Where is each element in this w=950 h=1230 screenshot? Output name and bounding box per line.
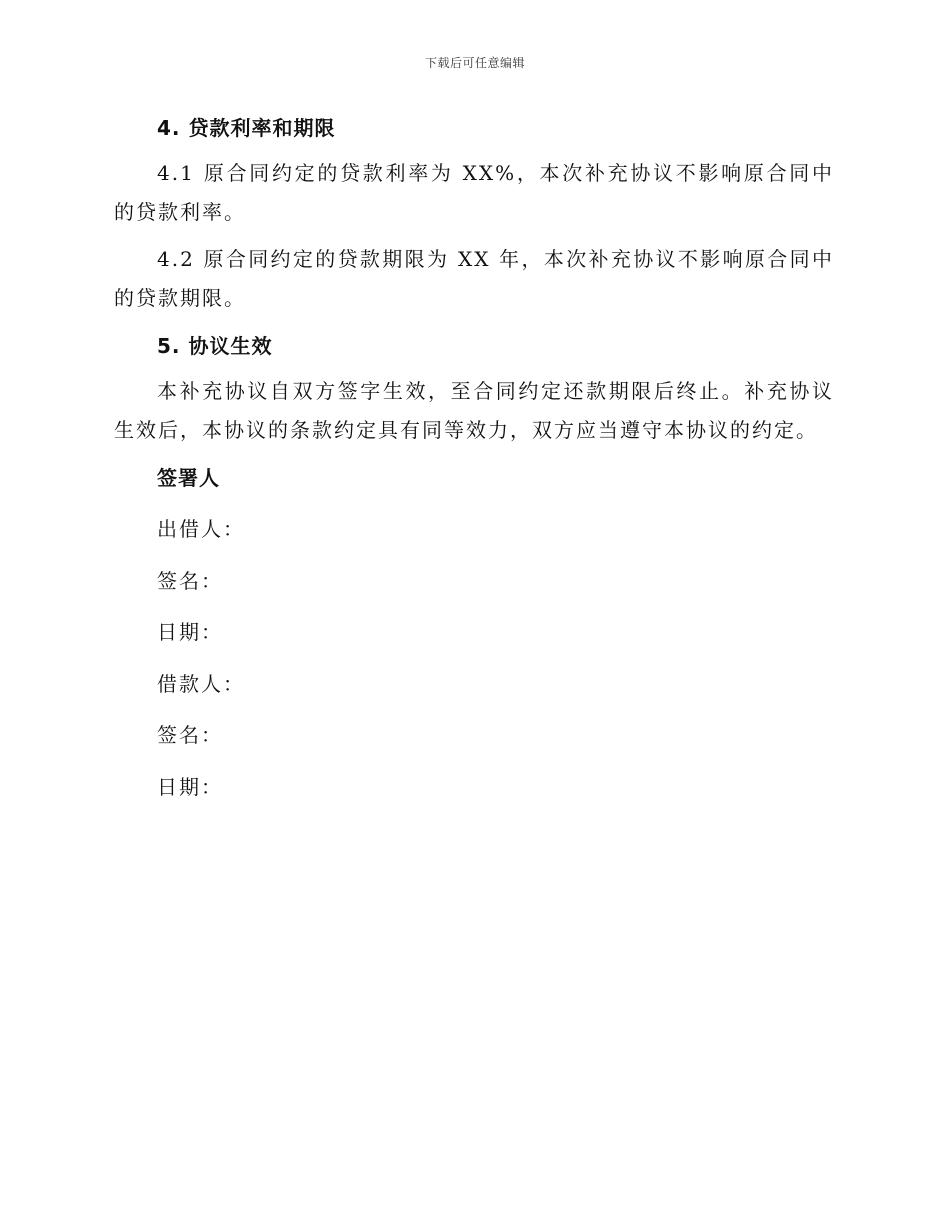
section-4-2-paragraph: 4.2 原合同约定的贷款期限为 XX 年，本次补充协议不影响原合同中的贷款期限。 xyxy=(114,247,834,310)
signatories-title: 签署人 xyxy=(157,466,220,490)
section-5-paragraph: 本补充协议自双方签字生效，至合同约定还款期限后终止。补充协议生效后，本协议的条款约定具有同等效力，双方应当遵守本协议的约定。 xyxy=(114,379,834,442)
section-4-1-paragraph: 4.1 原合同约定的贷款利率为 XX%，本次补充协议不影响原合同中的贷款利率。 xyxy=(114,161,834,224)
section-5-title: 5. 协议生效 xyxy=(157,334,273,358)
document-body xyxy=(114,108,834,818)
lender-label: 出借人： xyxy=(157,517,245,541)
borrower-signature-label: 签名： xyxy=(157,723,223,747)
header-note: 下载后可任意编辑 xyxy=(424,56,525,70)
lender-signature-label: 签名： xyxy=(157,568,223,593)
section-4-title: 4. 贷款利率和期限 xyxy=(157,116,336,140)
borrower-label: 借款人： xyxy=(157,671,245,696)
lender-date-label: 日期： xyxy=(157,620,223,644)
borrower-date-label: 日期： xyxy=(157,774,223,799)
